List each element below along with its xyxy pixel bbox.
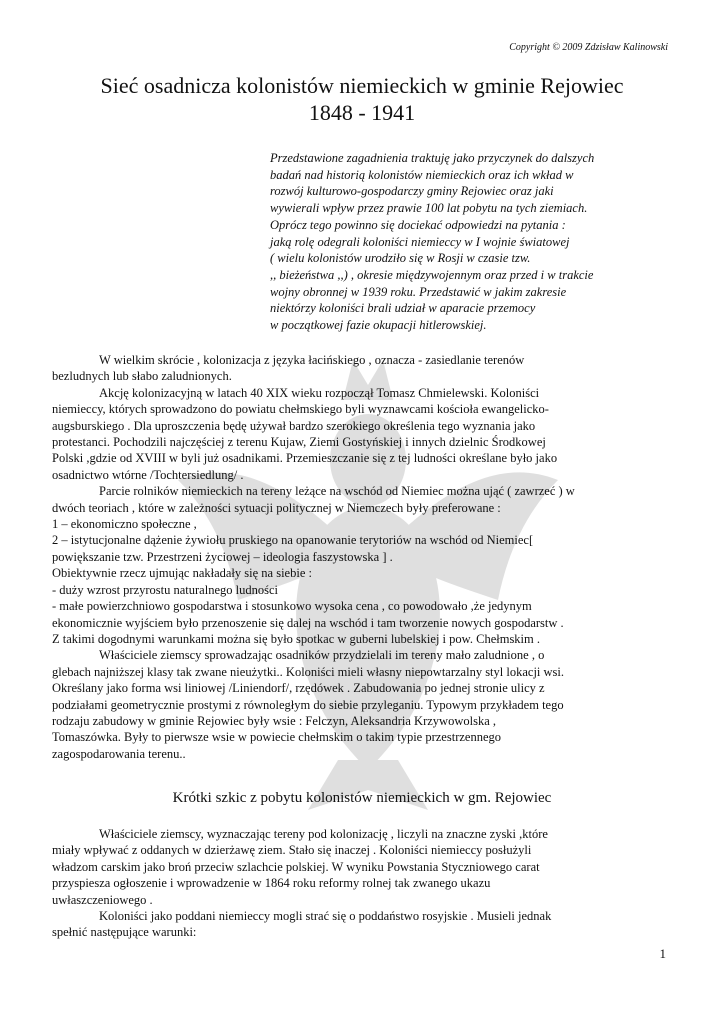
text-line: przyspiesza ogłoszenie i wprowadzenie w 1864 roku reformy rolnej tak zwanego ukazu: [52, 876, 491, 891]
text-line: Akcję kolonizacyjną w latach 40 XIX wieku rozpoczął Tomasz Chmielewski. Koloniści: [99, 385, 540, 400]
document-title: [40, 72, 684, 126]
text-line: niemieccy, których sprowadzono do powiatu chełmskiego byli wyznawcami kościoła ewangelicko-: [52, 402, 549, 417]
intro-line: Oprócz tego powinno się dociekać odpowiedzi na pytania :: [270, 217, 566, 232]
text-line: protestanci. Pochodzili najczęściej z terenu Kujaw, Ziemi Gostyńskiej i innych dzielnic Środkowej: [52, 435, 546, 450]
text-line: uwłaszczeniowego .: [52, 892, 153, 907]
section-heading: Krótki szkic z pobytu kolonistów niemieckich w gm. Rejowiec: [172, 790, 552, 806]
intro-line: w początkowej fazie okupacji hitlerowskiej.: [270, 318, 487, 333]
text-line: Parcie rolników niemieckich na tereny leżące na wschód od Niemiec można ująć ( zawrzeć ) w: [99, 484, 575, 499]
text-line: Obiektywnie rzecz ujmując nakładały się na siebie :: [52, 566, 312, 581]
text-line: podziałami geometrycznie prostymi z równoległym do siebie przyleganiu. Typowym przykładem tego: [52, 697, 564, 712]
intro-paragraph: [270, 150, 690, 334]
text-line: Określany jako forma wsi liniowej /Liniendorf/, rzędówek . Zabudowania po jednej stronie ulicy z: [52, 681, 545, 696]
text-line: zagospodarowania terenu..: [52, 746, 186, 761]
text-line: glebach najniższej klasy tak zwane nieużytki.. Koloniści mieli własny niepowtarzalny styl lokacji wsi.: [52, 664, 565, 679]
text-line: Koloniści jako poddani niemieccy mogli strać się o poddaństwo rosyjskie . Musieli jednak: [99, 909, 552, 924]
intro-line: ( wielu kolonistów urodziło się w Rosji w czasie tzw.: [270, 251, 531, 266]
text-line: - małe powierzchniowo gospodarstwa i stosunkowo wysoka cena , co powodowało ,że jedynym: [52, 599, 532, 614]
text-line: władzom carskim jako broń przeciw szlachcie polskiej. W wyniku Powstania Styczniowego carat: [52, 859, 540, 874]
intro-line: wywierali wpływ przez prawie 100 lat pobytu na tych ziemiach.: [270, 201, 588, 216]
text-line: powiększanie tzw. Przestrzeni życiowej – ideologia faszystowska ] .: [52, 549, 393, 564]
text-line: Z takimi dogodnymi warunkami można się było spotkac w guberni lubelskiej i pow. Chełmskim .: [52, 631, 541, 646]
text-line: bezludnych lub słabo zaludnionych.: [52, 369, 232, 384]
intro-line: wojny obronnej w 1939 roku. Przedstawić w jakim zakresie: [270, 284, 567, 299]
text-line: miały wpływać z oddanych w dzierżawę ziem. Stało się inaczej . Koloniści niemieccy posłużyli: [52, 843, 532, 858]
title-line-2: 1848 - 1941: [308, 100, 416, 125]
text-line: W wielkim skrócie , kolonizacja z języka łacińskiego , oznacza - zasiedlanie terenów: [99, 353, 525, 367]
page-number: 1: [659, 946, 666, 961]
text-line: osadnictwo wtórne /Tochtersiedlung/ .: [52, 467, 244, 482]
intro-line: badań nad historią kolonistów niemieckich oraz ich wkład w: [270, 167, 574, 182]
text-line: dwóch teoriach , które w zależności sytuacji politycznej w Niemczech były preferowane :: [52, 500, 501, 515]
text-line: Właściciele ziemscy, wyznaczając tereny pod kolonizację , liczyli na znaczne zyski ,które: [99, 827, 548, 841]
body-section-1: [52, 352, 692, 762]
text-line: Polski ,gdzie od XVIII w byli już osadnikami. Przemieszczanie się z tej ludności określane było jako: [52, 451, 558, 466]
copyright-notice: Copyright © 2009 Zdzisław Kalinowski: [509, 42, 668, 53]
intro-line: niektórzy koloniści brali udział w aparacie przemocy: [270, 301, 536, 316]
text-line: Tomaszówka. Były to pierwsze wsie w powiecie chełmskim o takim typie przestrzennego: [52, 730, 501, 745]
text-line: rodzaju zabudowy w gminie Rejowiec były wsie : Felczyn, Aleksandria Krzywowolska ,: [52, 713, 496, 728]
intro-line: rozwój kulturowo-gospodarczy gminy Rejowiec oraz jaki: [270, 184, 554, 199]
intro-line: Przedstawione zagadnienia traktuję jako przyczynek do dalszych: [270, 151, 595, 165]
text-line: 2 – istytucjonalne dążenie żywiołu pruskiego na opanowanie terytoriów na wschód od Niemiec[: [52, 533, 534, 548]
intro-line: jaką rolę odegrali koloniści niemieccy w I wojnie światowej: [270, 234, 570, 249]
text-line: ekonomicznie wyjściem było przenoszenie się dalej na wschód i tam tworzenie nowych gospodarstw .: [52, 615, 564, 630]
title-line-1: Sieć osadnicza kolonistów niemieckich w gminie Rejowiec: [100, 73, 624, 98]
intro-line: ,, bieżeństwa ,,) , okresie międzywojennym oraz przed i w trakcie: [270, 267, 594, 282]
text-line: augsburskiego . Dla uproszczenia będę używał bardzo szerokiego określenia tego wyznania jako: [52, 418, 536, 433]
text-line: Właściciele ziemscy sprowadzając osadników przydzielali im tereny mało zaludnione , o: [99, 648, 545, 663]
text-line: - duży wzrost przyrostu naturalnego ludności: [52, 582, 278, 597]
body-section-2: [52, 826, 692, 941]
text-line: 1 – ekonomiczno społeczne ,: [52, 517, 197, 532]
text-line: spełnić następujące warunki:: [52, 925, 197, 940]
